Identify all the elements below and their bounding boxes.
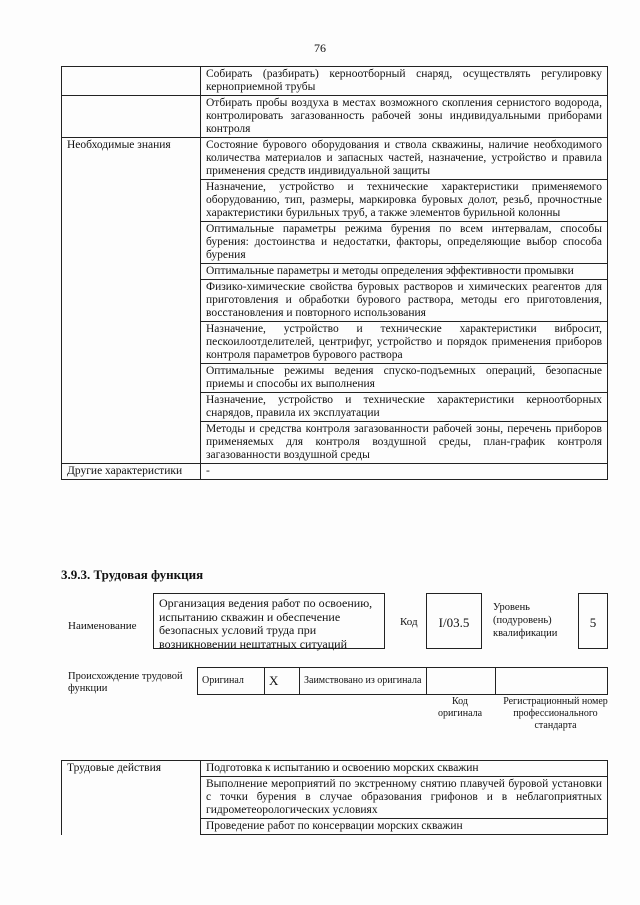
other-value: -	[201, 464, 608, 480]
origin-label: Происхождение трудовой функции	[68, 671, 183, 694]
function-code-label: Код	[400, 616, 418, 628]
table-row	[62, 264, 608, 280]
actions-table	[61, 760, 608, 835]
table-row	[62, 138, 608, 180]
original-mark: X	[265, 668, 300, 695]
table-row	[62, 322, 608, 364]
table-row	[62, 422, 608, 464]
knowledge-item: Оптимальные параметры режима бурения по всем интервалам, способы бурения: достоинства и недостатки, факторы, определяющие выбор способа бурения	[201, 222, 608, 264]
knowledge-item: Оптимальные параметры и методы определения эффективности промывки	[201, 264, 608, 280]
table-row	[62, 777, 608, 819]
actions-label: Трудовые действия	[62, 761, 201, 777]
action-item: Проведение работ по консервации морских скважин	[201, 819, 608, 835]
function-name-label: Наименование	[68, 620, 137, 632]
row-label-empty	[62, 67, 201, 96]
table-row	[62, 464, 608, 480]
knowledge-item: Состояние бурового оборудования и ствола скважины, наличие необходимого количества материалов и запасных частей, назначение, устройство и правила применения средств индивидуальной защиты	[201, 138, 608, 180]
row-label-empty	[62, 96, 201, 138]
knowledge-item: Методы и средства контроля загазованности рабочей зоны, перечень приборов применяемых для контроля воздушной среды, план-график контроля загазованности воздушной среды	[201, 422, 608, 464]
skill-item: Отбирать пробы воздуха в местах возможного скопления сернистого водорода, контролировать загазованность рабочей зоны индивидуальными приборами контроля	[201, 96, 608, 138]
knowledge-item: Назначение, устройство и технические характеристики керноотборных снарядов, правила их эксплуатации	[201, 393, 608, 422]
page-number: 76	[314, 41, 326, 55]
table-row	[198, 668, 608, 695]
qualification-level-label: Уровень (подуровень) квалификации	[493, 602, 558, 639]
section-title: 3.9.3. Трудовая функция	[61, 567, 204, 582]
table-row	[62, 761, 608, 777]
table-row	[62, 819, 608, 835]
requirements-table	[61, 66, 608, 480]
function-code-value: I/03.5	[426, 593, 482, 649]
knowledge-item: Назначение, устройство и технические характеристики вибросит, пескоилоотделителей, центрифуг, устройство и порядок применения приборов контроля параметров бурового раствора	[201, 322, 608, 364]
origin-table	[197, 667, 608, 695]
knowledge-label: Необходимые знания	[62, 138, 201, 180]
table-row	[62, 364, 608, 393]
code-original-caption: Код оригинала	[437, 696, 483, 719]
action-item: Выполнение мероприятий по экстренному снятию плавучей буровой установки с точки бурения в случае образования грифонов и в неблагоприятных гидрометеорологических условиях	[201, 777, 608, 819]
table-row	[62, 280, 608, 322]
function-name-value: Организация ведения работ по освоению, испытанию скважин и обеспечение безопасных условий труда при возникновении нештатных ситуаций	[153, 593, 385, 649]
skill-item: Собирать (разбирать) керноотборный снаряд, осуществлять регулировку керноприемной трубы	[201, 67, 608, 96]
knowledge-item: Назначение, устройство и технические характеристики применяемого оборудованию, тип, размеры, маркировка буровых долот, резьб, прочностные характеристики бурильных труб, а также элементов бурильной колонны	[201, 180, 608, 222]
knowledge-item: Оптимальные режимы ведения спуско-подъемных операций, безопасные приемы и способы их выполнения	[201, 364, 608, 393]
knowledge-item: Физико-химические свойства буровых растворов и химических реагентов для приготовления и обработки бурового раствора, методы его приготовления, восстановления и повторного использования	[201, 280, 608, 322]
qualification-level-value: 5	[578, 593, 608, 649]
original-label: Оригинал	[198, 668, 265, 695]
table-row	[62, 96, 608, 138]
code-original-cell	[427, 668, 496, 695]
action-item: Подготовка к испытанию и освоению морских скважин	[201, 761, 608, 777]
reg-number-cell	[496, 668, 608, 695]
table-row	[62, 222, 608, 264]
reg-number-caption: Регистрационный номер профессионального стандарта	[503, 696, 608, 731]
table-row	[62, 393, 608, 422]
table-row	[62, 67, 608, 96]
table-row	[62, 180, 608, 222]
other-label: Другие характеристики	[62, 464, 201, 480]
borrowed-label: Заимствовано из оригинала	[300, 668, 427, 695]
